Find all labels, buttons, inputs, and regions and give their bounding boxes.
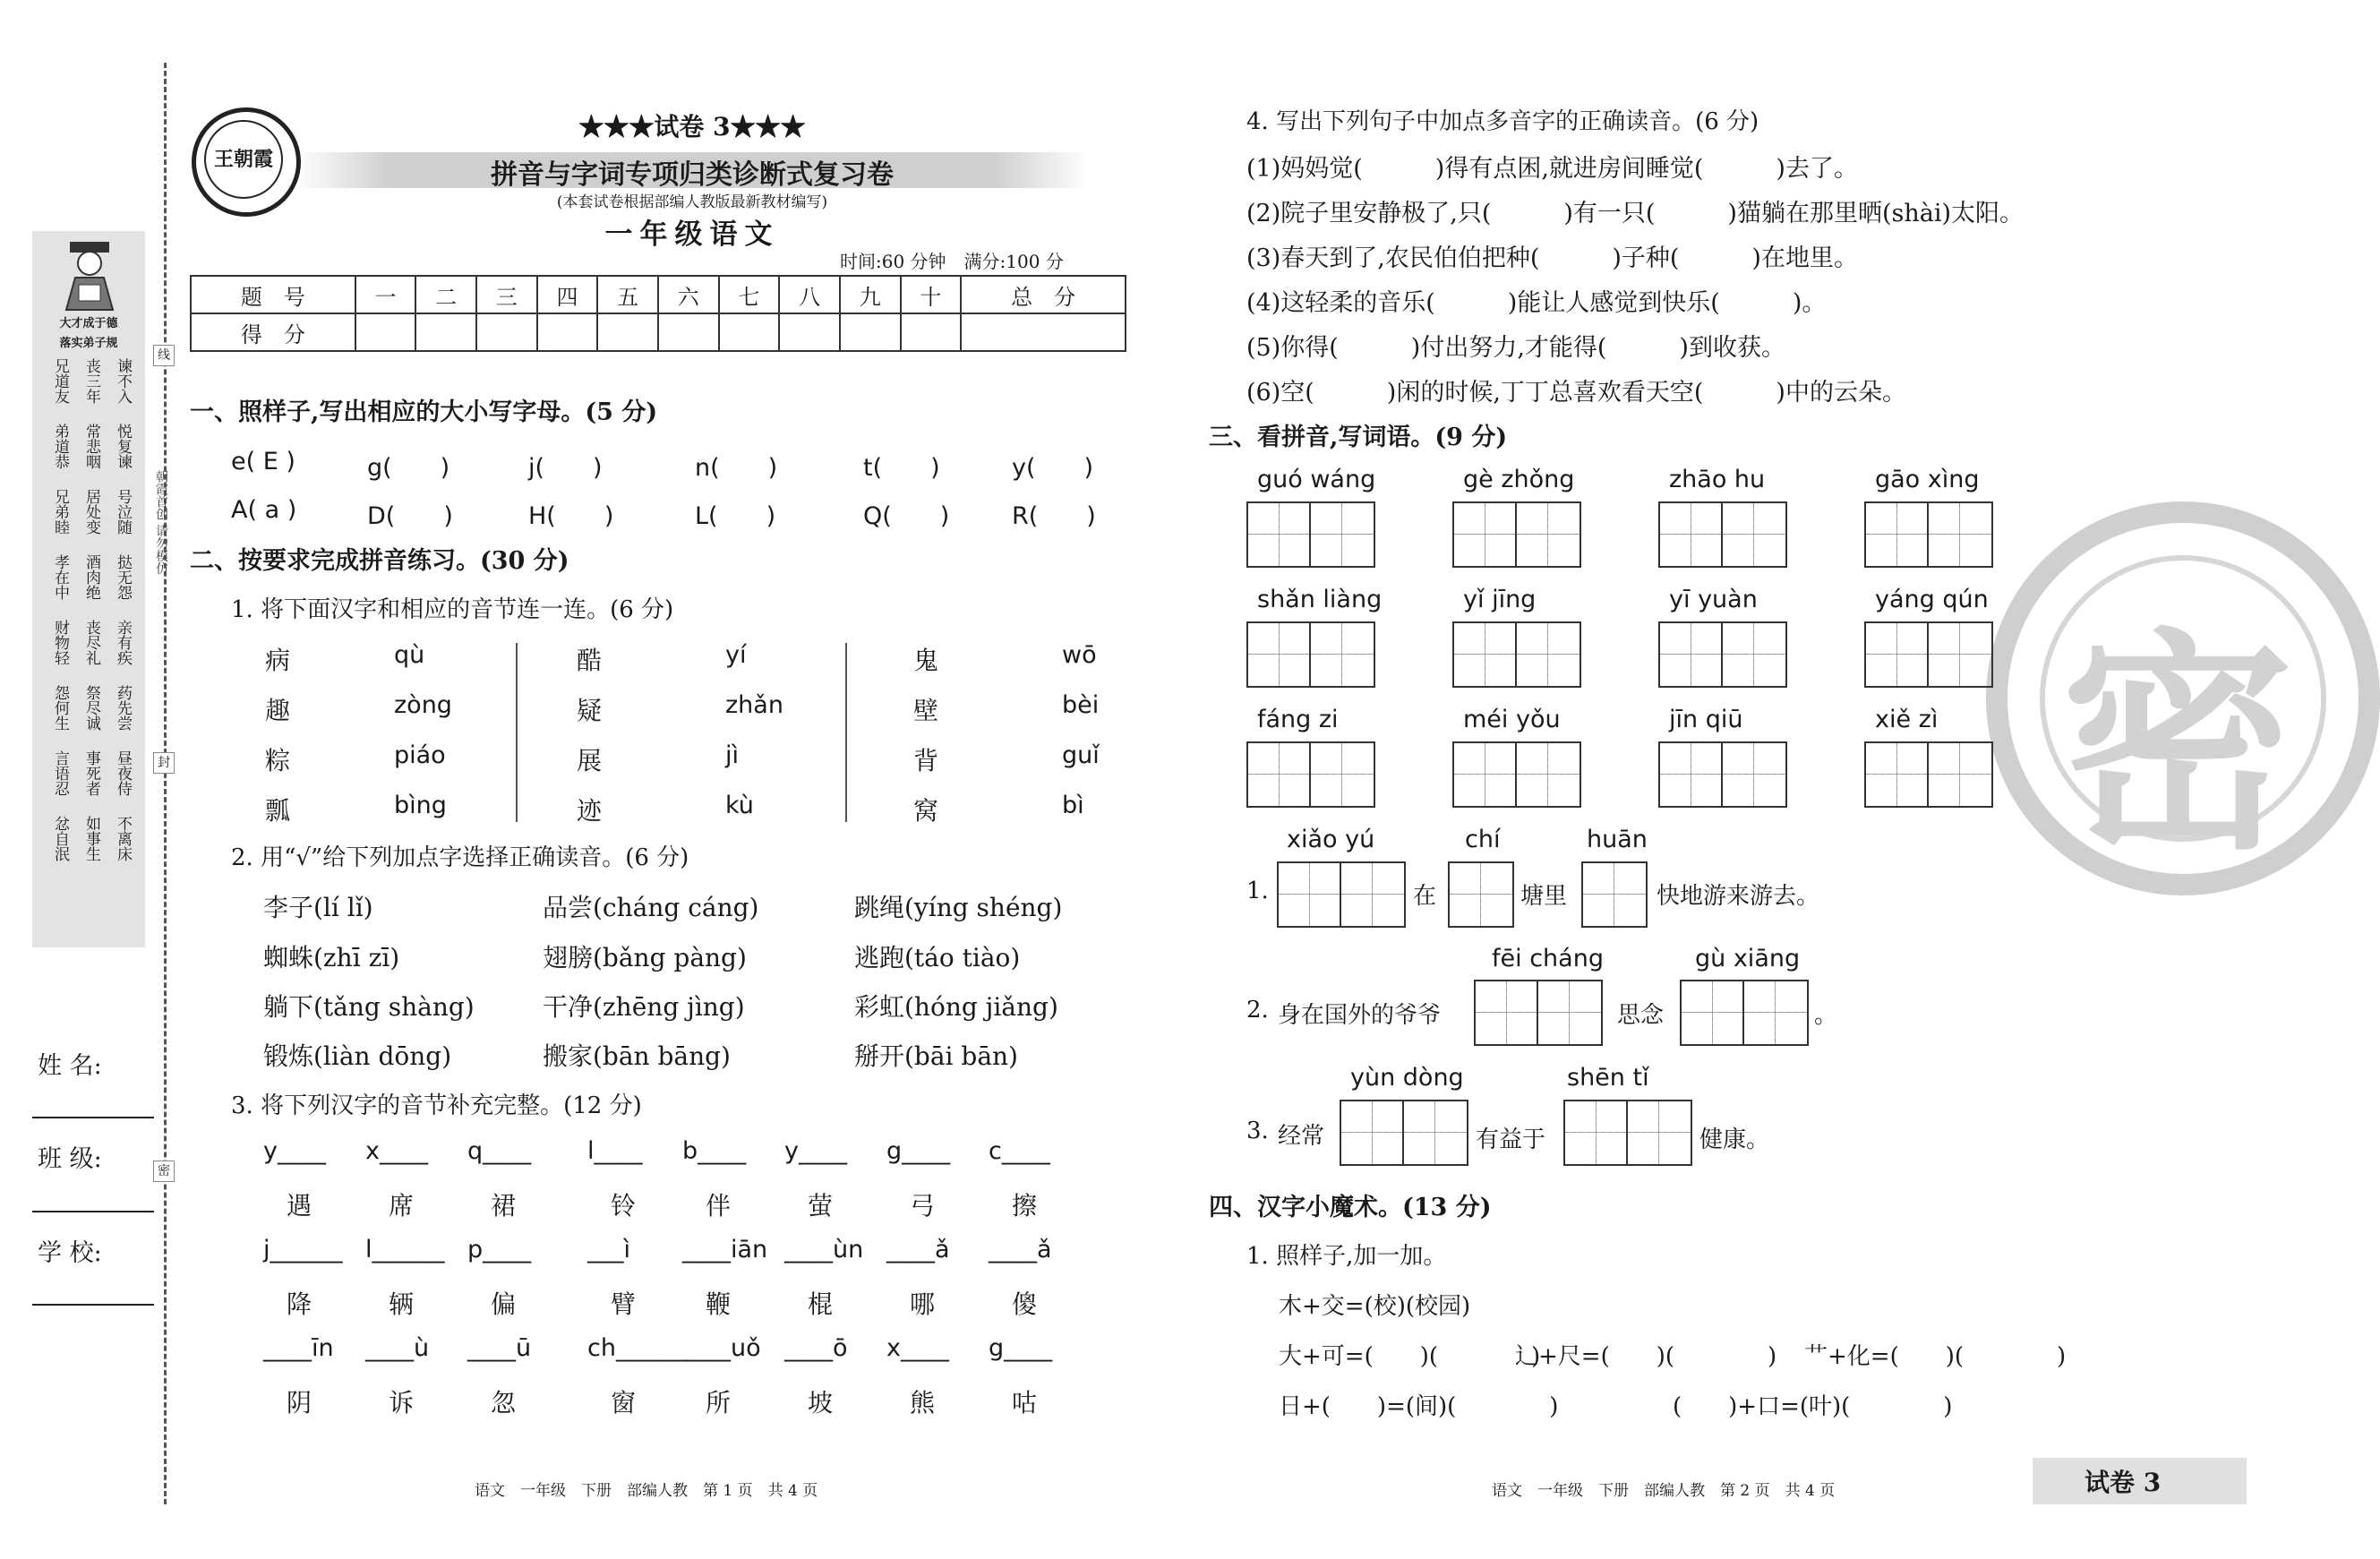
s3-text-1: 经常 xyxy=(1278,1123,1325,1150)
syllable-blank[interactable]: b____ xyxy=(682,1137,747,1165)
brand-logo: 王朝霞 xyxy=(192,107,301,217)
word-pinyin: guó wáng xyxy=(1257,466,1376,493)
word-box[interactable] xyxy=(1658,621,1787,688)
syllable-char: 席 xyxy=(389,1191,415,1221)
letter-pair[interactable]: Q( ) xyxy=(863,502,950,530)
choice-item[interactable]: 李子(lí lǐ) xyxy=(263,893,373,922)
seal-label-mi: 密 xyxy=(153,1161,175,1182)
s2-box-2[interactable] xyxy=(1680,980,1809,1046)
syllable-blank[interactable]: q____ xyxy=(467,1137,532,1165)
word-box[interactable] xyxy=(1658,501,1787,568)
section3-title: 三、看拼音,写词语。(9 分) xyxy=(1209,424,1508,451)
polyphone-line[interactable]: (2)院子里安静极了,只( )有一只( )猫躺在那里晒(shài)太阳。 xyxy=(1246,200,2025,227)
letter-pair[interactable]: t( ) xyxy=(863,454,940,482)
rules-column: 言语忍 xyxy=(51,750,69,796)
match-pinyin[interactable]: jì xyxy=(725,741,740,769)
syllable-char: 铃 xyxy=(611,1191,637,1221)
footer-left: 语文 一年级 下册 部编人教 第 1 页 共 4 页 xyxy=(475,1482,818,1500)
rules-column: 祭尽诚 xyxy=(82,685,100,731)
rules-block xyxy=(51,358,132,881)
rules-column: 财物轻 xyxy=(51,620,69,665)
syllable-blank[interactable]: x____ xyxy=(365,1137,428,1165)
rules-group xyxy=(51,554,132,600)
letter-pair[interactable]: A( a ) xyxy=(231,496,297,524)
letter-pair[interactable]: n( ) xyxy=(695,454,778,482)
s4-item-5: ( )+口=(叶)( ) xyxy=(1673,1393,1953,1420)
syllable-char: 遇 xyxy=(287,1191,312,1221)
rules-column: 忿自泯 xyxy=(51,816,69,861)
score-input-cell[interactable] xyxy=(476,313,537,351)
syllable-blank[interactable]: l____ xyxy=(587,1137,643,1165)
syllable-blank[interactable]: ____ū xyxy=(467,1334,532,1362)
choice-item[interactable]: 跳绳(yíng shéng) xyxy=(854,893,1063,922)
word-pinyin: zhāo hu xyxy=(1669,466,1766,493)
match-pinyin[interactable]: yí xyxy=(725,641,747,669)
syllable-blank[interactable]: ____ǎ xyxy=(886,1236,950,1263)
s2-box-1[interactable] xyxy=(1474,980,1603,1046)
polyphone-line[interactable]: (3)春天到了,农民伯伯把种( )子种( )在地里。 xyxy=(1246,244,1858,272)
motto-1: 大才成于德 xyxy=(59,317,118,330)
match-pinyin[interactable]: piáo xyxy=(394,741,446,769)
match-pinyin[interactable]: qù xyxy=(394,641,425,669)
score-input-cell[interactable] xyxy=(415,313,476,351)
rules-group xyxy=(51,424,132,469)
syllable-char: 降 xyxy=(287,1289,312,1319)
choice-item[interactable]: 躺下(tǎng shàng) xyxy=(263,992,475,1022)
score-input-cell[interactable] xyxy=(779,313,840,351)
word-pinyin: shǎn liàng xyxy=(1257,586,1383,613)
s4-example: 木+交=(校)(校园) xyxy=(1279,1293,1471,1320)
syllable-char: 熊 xyxy=(910,1388,936,1418)
s2-pinyin-1: fēi cháng xyxy=(1492,945,1604,972)
match-char[interactable]: 瓢 xyxy=(265,796,291,826)
match-char[interactable]: 病 xyxy=(265,646,291,675)
rules-column: 如事生 xyxy=(82,816,100,861)
rules-column: 亲有疾 xyxy=(114,620,132,665)
s1-pinyin-1: xiǎo yú xyxy=(1287,826,1375,853)
word-pinyin: fáng zi xyxy=(1257,706,1339,733)
score-header-cell: 十 xyxy=(901,276,962,313)
polyphone-line[interactable]: (5)你得( )付出努力,才能得( )到收获。 xyxy=(1246,334,1785,362)
match-char[interactable]: 窝 xyxy=(913,796,939,826)
word-pinyin: gè zhǒng xyxy=(1463,466,1575,493)
s3-pinyin-1: yùn dòng xyxy=(1350,1064,1464,1092)
syllable-blank[interactable]: y____ xyxy=(263,1137,326,1165)
seal-label-xian: 线 xyxy=(153,345,175,366)
score-header-cell: 七 xyxy=(719,276,780,313)
choice-item[interactable]: 品尝(cháng cáng) xyxy=(543,893,759,922)
polyphone-line[interactable]: (6)空( )闲的时候,丁丁总喜欢看天空( )中的云朵。 xyxy=(1246,379,1906,407)
syllable-char: 臂 xyxy=(611,1289,637,1319)
rules-group xyxy=(51,816,132,861)
score-input-cell[interactable] xyxy=(597,313,658,351)
syllable-blank[interactable]: ____uǒ xyxy=(682,1334,761,1362)
word-pinyin: xiě zì xyxy=(1875,706,1939,733)
rules-group xyxy=(51,750,132,796)
letter-pair[interactable]: e( E ) xyxy=(231,448,295,475)
match-pinyin[interactable]: bèi xyxy=(1062,691,1100,719)
divider-2 xyxy=(845,643,847,822)
s1-box-1[interactable] xyxy=(1277,861,1406,928)
syllable-char: 伴 xyxy=(706,1191,732,1221)
score-header-cell: 五 xyxy=(597,276,658,313)
syllable-blank[interactable]: y____ xyxy=(784,1137,847,1165)
syllable-blank[interactable]: ____ǎ xyxy=(989,1236,1052,1263)
name-label: 姓 名: xyxy=(38,1052,102,1080)
choice-item[interactable]: 蜘蛛(zhī zī) xyxy=(263,943,400,972)
match-char[interactable]: 鬼 xyxy=(913,646,939,675)
match-char[interactable]: 迹 xyxy=(577,796,603,826)
letter-pair[interactable]: R( ) xyxy=(1012,502,1096,530)
section2-title: 二、按要求完成拼音练习。(30 分) xyxy=(190,547,569,575)
syllable-blank[interactable]: ___ì xyxy=(587,1236,631,1263)
score-header-cell: 二 xyxy=(415,276,476,313)
s1-text-2: 塘里 xyxy=(1520,883,1568,910)
syllable-blank[interactable]: l______ xyxy=(365,1236,445,1263)
syllable-blank[interactable]: g____ xyxy=(989,1334,1053,1362)
school-label: 学 校: xyxy=(38,1239,102,1267)
s1-pinyin-2: chí xyxy=(1465,826,1501,853)
syllable-char: 傻 xyxy=(1012,1289,1038,1319)
match-pinyin[interactable]: kù xyxy=(725,792,754,819)
choice-item[interactable]: 掰开(bāi bān) xyxy=(854,1041,1018,1071)
score-header-cell: 一 xyxy=(355,276,416,313)
score-input-cell[interactable] xyxy=(658,313,719,351)
syllable-char: 阴 xyxy=(287,1388,312,1418)
letter-pair[interactable]: L( ) xyxy=(695,502,776,530)
score-header-cell: 六 xyxy=(658,276,719,313)
subtitle: (本套试卷根据部编人教版最新教材编写) xyxy=(556,193,828,211)
match-pinyin[interactable]: bìng xyxy=(394,792,447,819)
rules-group xyxy=(51,358,132,404)
s2-text-3: 。 xyxy=(1814,1002,1838,1029)
match-pinyin[interactable]: zòng xyxy=(394,691,452,719)
score-input-cell[interactable] xyxy=(355,313,416,351)
score-value-row xyxy=(191,313,1126,351)
syllable-blank[interactable]: ____ō xyxy=(784,1334,848,1362)
word-pinyin: yī yuàn xyxy=(1669,586,1758,613)
s4-item-2: 辶+尺=( )( ) xyxy=(1515,1343,1777,1370)
motto-2: 落实弟子规 xyxy=(59,337,118,350)
s3-text-3: 健康。 xyxy=(1699,1126,1770,1153)
syllable-char: 偏 xyxy=(491,1289,517,1319)
s4-q1-instruction: 1. 照样子,加一加。 xyxy=(1246,1243,1447,1270)
score-input-cell[interactable] xyxy=(719,313,780,351)
s4-item-3: 艹+化=( )( ) xyxy=(1804,1343,2067,1370)
match-char[interactable]: 趣 xyxy=(265,696,291,725)
corner-label: 试卷 3 xyxy=(2085,1468,2162,1497)
syllable-blank[interactable]: g____ xyxy=(886,1137,951,1165)
rules-column: 悦复谏 xyxy=(114,424,132,469)
rules-group xyxy=(51,685,132,731)
rules-column: 弟道恭 xyxy=(51,424,69,469)
rules-column: 丧三年 xyxy=(82,358,100,404)
grade-title: 一年级语文 xyxy=(604,218,780,251)
rules-column: 事死者 xyxy=(82,750,100,796)
match-char[interactable]: 粽 xyxy=(265,746,291,775)
rules-column: 居处变 xyxy=(82,489,100,535)
scholar-illustration xyxy=(57,240,122,312)
s1-text-3: 快地游来游去。 xyxy=(1657,883,1820,910)
match-char[interactable]: 展 xyxy=(577,746,603,775)
choice-item[interactable]: 锻炼(liàn dōng) xyxy=(263,1041,452,1071)
s3-pinyin-2: shēn tǐ xyxy=(1567,1064,1649,1092)
sentence3-number: 3. xyxy=(1246,1118,1269,1144)
choice-item[interactable]: 搬家(bān bāng) xyxy=(543,1041,731,1071)
letter-pair[interactable]: g( ) xyxy=(367,454,450,482)
rules-column: 怨何生 xyxy=(51,685,69,731)
s2-text-2: 思念 xyxy=(1617,1002,1665,1029)
syllable-blank[interactable]: ch______ xyxy=(587,1334,689,1362)
match-char[interactable]: 疑 xyxy=(577,696,603,725)
paper-number: ★★★试卷 3★★★ xyxy=(578,112,806,141)
word-pinyin: méi yǒu xyxy=(1463,706,1561,733)
choice-item[interactable]: 逃跑(táo tiào) xyxy=(854,943,1021,972)
match-char[interactable]: 酷 xyxy=(577,646,603,675)
s1-pinyin-3: huān xyxy=(1587,826,1648,853)
choice-item[interactable]: 翅膀(bǎng pàng) xyxy=(543,943,747,972)
rules-column: 昼夜侍 xyxy=(114,750,132,796)
rules-group xyxy=(51,489,132,535)
match-pinyin[interactable]: guǐ xyxy=(1062,741,1100,769)
word-box[interactable] xyxy=(1246,501,1375,568)
main-title: 拼音与字词专项归类诊断式复习卷 xyxy=(491,159,894,191)
section4-title: 四、汉字小魔术。(13 分) xyxy=(1209,1194,1492,1221)
syllable-char: 棍 xyxy=(808,1289,834,1319)
s3-box-1[interactable] xyxy=(1340,1100,1468,1166)
class-label: 班 级: xyxy=(38,1145,102,1173)
divider-1 xyxy=(516,643,518,822)
word-pinyin: yáng qún xyxy=(1875,586,1989,613)
word-pinyin: jīn qiū xyxy=(1669,706,1743,733)
vertical-note: 朝霞首创 请勿模仿 xyxy=(154,470,168,575)
s2-text-1: 身在国外的爷爷 xyxy=(1278,1002,1442,1029)
score-table xyxy=(190,275,1126,352)
rules-column: 孝在中 xyxy=(51,554,69,600)
word-box[interactable] xyxy=(1452,621,1581,688)
polyphone-line[interactable]: (4)这轻柔的音乐( )能让人感觉到快乐( )。 xyxy=(1246,289,1827,317)
word-box[interactable] xyxy=(1452,741,1581,808)
word-box[interactable] xyxy=(1864,501,1993,568)
syllable-char: 弓 xyxy=(910,1191,936,1221)
fold-line xyxy=(164,63,167,1504)
score-header-cell: 题 号 xyxy=(191,276,355,313)
rules-column: 兄弟睦 xyxy=(51,489,69,535)
word-box[interactable] xyxy=(1452,501,1581,568)
syllable-char: 所 xyxy=(706,1388,732,1418)
letter-pair[interactable]: y( ) xyxy=(1012,454,1094,482)
score-header-cell: 总 分 xyxy=(961,276,1126,313)
match-pinyin[interactable]: zhǎn xyxy=(725,691,783,719)
word-box[interactable] xyxy=(1864,741,1993,808)
s1-box-3[interactable] xyxy=(1581,861,1648,928)
rules-group xyxy=(51,620,132,665)
score-input-cell[interactable] xyxy=(537,313,598,351)
rules-column: 常悲咽 xyxy=(82,424,100,469)
rules-column: 号泣随 xyxy=(114,489,132,535)
match-char[interactable]: 壁 xyxy=(913,696,939,725)
word-box[interactable] xyxy=(1864,621,1993,688)
q3-instruction: 3. 将下列汉字的音节补充完整。(12 分) xyxy=(231,1092,642,1119)
polyphone-line[interactable]: (1)妈妈觉( )得有点困,就进房间睡觉( )去了。 xyxy=(1246,155,1858,183)
rules-column: 兄道友 xyxy=(51,358,69,404)
score-header-cell: 九 xyxy=(840,276,901,313)
s2-pinyin-2: gù xiāng xyxy=(1695,945,1801,972)
syllable-blank[interactable]: x____ xyxy=(886,1334,949,1362)
footer-right: 语文 一年级 下册 部编人教 第 2 页 共 4 页 xyxy=(1492,1482,1836,1500)
score-input-cell[interactable] xyxy=(840,313,901,351)
score-input-cell[interactable] xyxy=(961,313,1126,351)
syllable-char: 窗 xyxy=(611,1388,637,1418)
seal-label-feng: 封 xyxy=(153,752,175,774)
s4-item-4: 日+( )=(间)( ) xyxy=(1279,1393,1559,1420)
syllable-blank[interactable]: ____ùn xyxy=(784,1236,864,1263)
syllable-char: 鞭 xyxy=(706,1289,732,1319)
name-input-line[interactable] xyxy=(32,1117,154,1118)
letter-pair[interactable]: H( ) xyxy=(528,502,614,530)
rules-column: 谏不入 xyxy=(114,358,132,404)
rules-column: 不离床 xyxy=(114,816,132,861)
syllable-char: 咕 xyxy=(1012,1388,1038,1418)
match-pinyin[interactable]: bì xyxy=(1062,792,1084,819)
q4-instruction: 4. 写出下列句子中加点多音字的正确读音。(6 分) xyxy=(1246,108,1759,135)
word-pinyin: yǐ jīng xyxy=(1463,586,1537,613)
syllable-blank[interactable]: j______ xyxy=(263,1236,343,1263)
s1-box-2[interactable] xyxy=(1448,861,1514,928)
choice-item[interactable]: 彩虹(hóng jiǎng) xyxy=(854,992,1058,1022)
word-pinyin: gāo xìng xyxy=(1875,466,1980,493)
rules-column: 酒肉绝 xyxy=(82,554,100,600)
q1-instruction: 1. 将下面汉字和相应的音节连一连。(6 分) xyxy=(231,596,674,623)
score-header-cell: 四 xyxy=(537,276,598,313)
rules-column: 丧尽礼 xyxy=(82,620,100,665)
sentence2-number: 2. xyxy=(1246,997,1269,1024)
letter-pair[interactable]: j( ) xyxy=(528,454,603,482)
score-header-cell: 八 xyxy=(779,276,840,313)
score-input-cell[interactable] xyxy=(901,313,962,351)
word-box[interactable] xyxy=(1658,741,1787,808)
match-char[interactable]: 背 xyxy=(913,746,939,775)
match-pinyin[interactable]: wō xyxy=(1062,641,1097,669)
syllable-char: 诉 xyxy=(389,1388,415,1418)
time-info: 时间:60 分钟 满分:100 分 xyxy=(840,251,1064,272)
q2-instruction: 2. 用“√”给下列加点字选择正确读音。(6 分) xyxy=(231,844,689,871)
school-input-line[interactable] xyxy=(32,1304,154,1306)
syllable-char: 擦 xyxy=(1012,1191,1038,1221)
rules-column: 药先尝 xyxy=(114,685,132,731)
syllable-blank[interactable]: ____ù xyxy=(365,1334,430,1362)
rules-column: 挞无怨 xyxy=(114,554,132,600)
s4-item-1: 大+可=( )( ) xyxy=(1279,1343,1541,1370)
choice-item[interactable]: 干净(zhēng jìng) xyxy=(543,992,745,1022)
syllable-char: 哪 xyxy=(910,1289,936,1319)
score-header-row xyxy=(191,276,1126,313)
syllable-char: 辆 xyxy=(389,1289,415,1319)
s3-text-2: 有益于 xyxy=(1476,1126,1546,1153)
sentence1-number: 1. xyxy=(1246,878,1269,904)
score-row-label: 得 分 xyxy=(191,313,355,351)
s3-box-2[interactable] xyxy=(1563,1100,1692,1166)
syllable-char: 忽 xyxy=(491,1388,517,1418)
s1-text-1: 在 xyxy=(1413,883,1437,910)
syllable-blank[interactable]: ____iān xyxy=(682,1236,768,1263)
class-input-line[interactable] xyxy=(32,1211,154,1212)
syllable-char: 坡 xyxy=(808,1388,834,1418)
word-box[interactable] xyxy=(1246,741,1375,808)
syllable-char: 萤 xyxy=(808,1191,834,1221)
syllable-blank[interactable]: p____ xyxy=(467,1236,532,1263)
watermark-seal: 密 xyxy=(1986,501,2380,895)
score-header-cell: 三 xyxy=(476,276,537,313)
syllable-blank[interactable]: ____īn xyxy=(263,1334,334,1362)
letter-pair[interactable]: D( ) xyxy=(367,502,453,530)
syllable-char: 裙 xyxy=(491,1191,517,1221)
syllable-blank[interactable]: c____ xyxy=(989,1137,1050,1165)
word-box[interactable] xyxy=(1246,621,1375,688)
section1-title: 一、照样子,写出相应的大小写字母。(5 分) xyxy=(190,398,658,426)
